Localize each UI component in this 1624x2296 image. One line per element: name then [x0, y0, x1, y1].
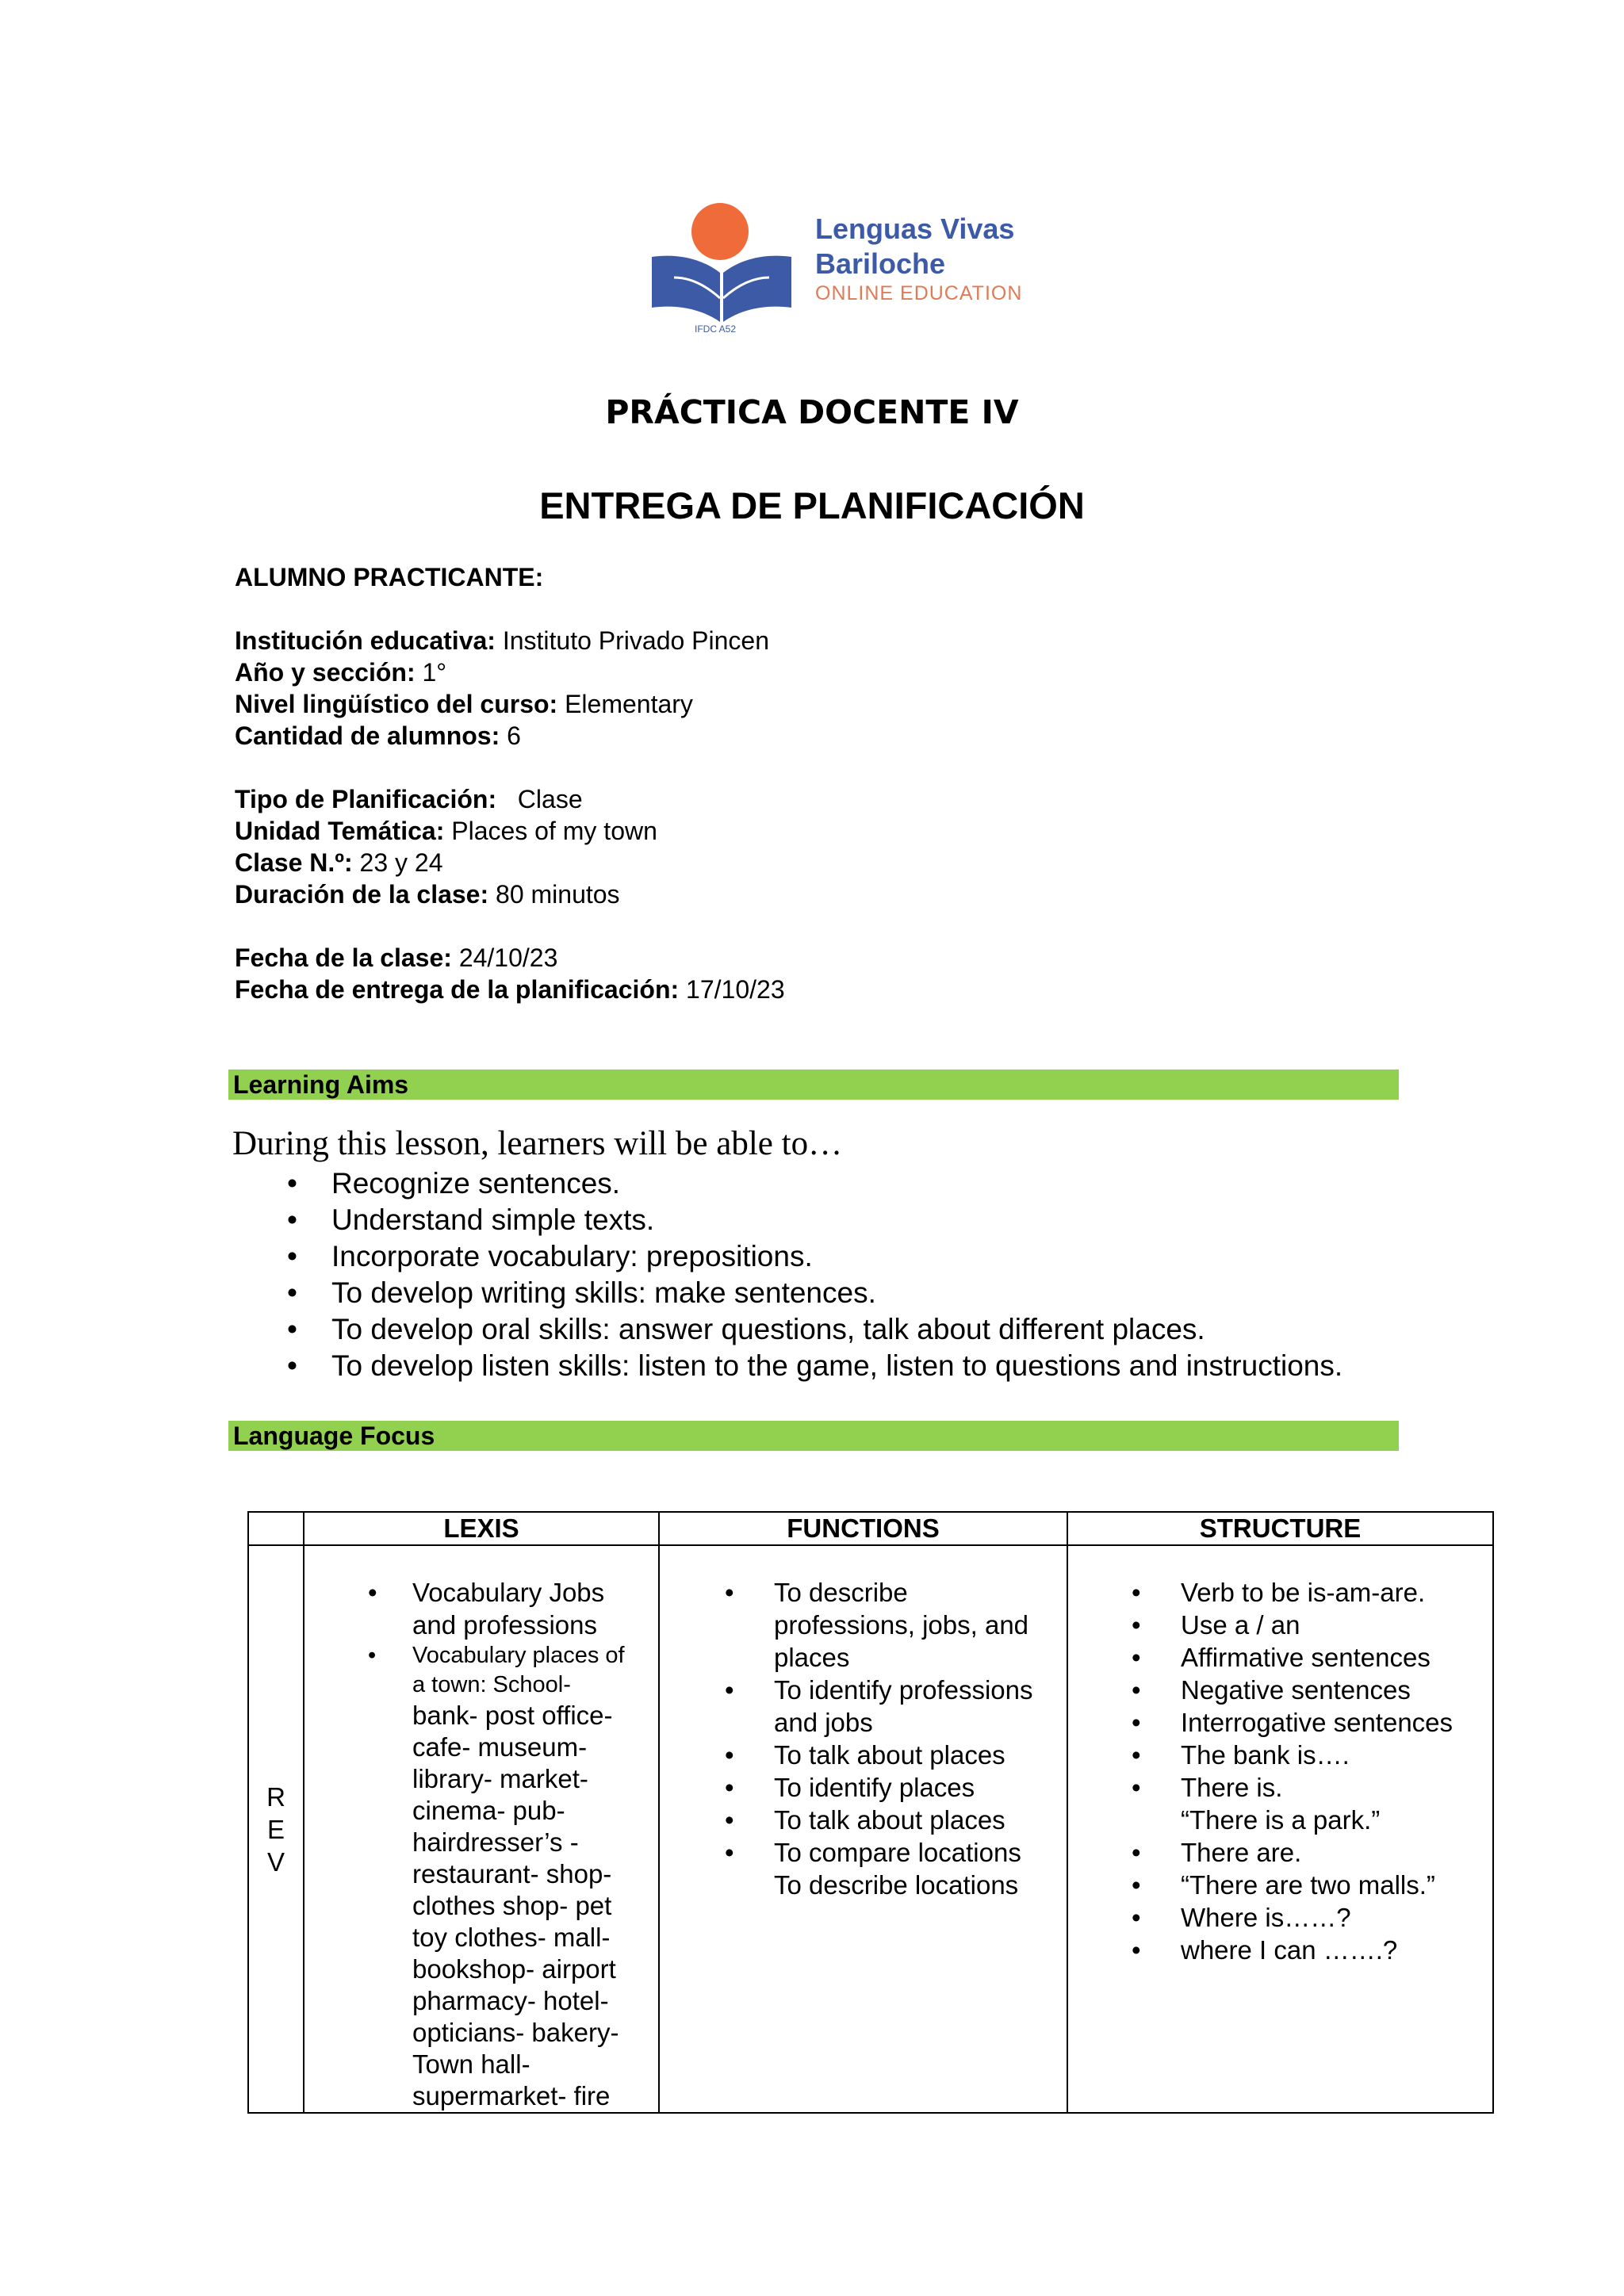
page-subtitle: ENTREGA DE PLANIFICACIÓN [539, 484, 1085, 526]
list-item: • To develop oral skills: answer questions, talk about different places. [228, 1311, 1342, 1348]
list-item: • Interrogative sentences [1068, 1706, 1484, 1739]
logo-name-line2: Bariloche [815, 247, 946, 280]
list-item: • There are. [1068, 1836, 1484, 1869]
detail-year-section: Año y sección: 1° [235, 658, 447, 687]
list-item: • To talk about places [660, 1739, 1051, 1771]
list-item: • To develop listen skills: listen to the game, listen to questions and instructions. [228, 1348, 1342, 1384]
learning-aims-list [228, 1165, 1342, 1384]
functions-list [660, 1546, 1067, 1869]
detail-delivery-date: Fecha de entrega de la planificación: 17/10/23 [235, 975, 785, 1004]
list-item: • To talk about places [660, 1804, 1051, 1836]
list-item: • Affirmative sentences [1068, 1641, 1484, 1674]
functions-cell [659, 1545, 1067, 2113]
detail-unit: Unidad Temática: Places of my town [235, 817, 657, 845]
detail-class-number: Clase N.º: 23 y 24 [235, 848, 443, 877]
list-item: • “There are two malls.” [1068, 1869, 1484, 1901]
list-item: • To identify professions and jobs [660, 1674, 1051, 1739]
logo-name-line1: Lenguas Vivas [815, 212, 1015, 245]
column-header-functions: FUNCTIONS [659, 1512, 1067, 1545]
lexis-places-continued: bank- post office- cafe- museum- library- market- cinema- pub- hairdresser’s - restaurant- shop- clothes shop- pet toy clothes- mall- bookshop- airport pharmacy- hotel- opticians- bakery- Town hall- supermarket- fire [412, 1701, 619, 2110]
detail-class-date: Fecha de la clase: 24/10/23 [235, 943, 558, 972]
detail-institution: Institución educativa: Instituto Privado Pincen [235, 626, 770, 655]
list-item: • Where is……? [1068, 1901, 1484, 1934]
logo-book-icon [650, 246, 793, 325]
lexis-cell [304, 1545, 659, 2113]
detail-duration: Duración de la clase: 80 minutos [235, 880, 620, 909]
list-item: • where I can …….? [1068, 1934, 1484, 1966]
list-item: • Incorporate vocabulary: prepositions. [228, 1238, 1342, 1275]
language-focus-table [247, 1511, 1494, 2114]
column-header-structure: STRUCTURE [1067, 1512, 1493, 1545]
list-item: • Vocabulary Jobs and professions [304, 1576, 634, 1641]
detail-level: Nivel lingüístico del curso: Elementary [235, 690, 693, 718]
functions-extra-line: To describe locations [774, 1870, 1019, 1900]
institution-logo [650, 198, 1031, 345]
list-item: • Vocabulary places of a town: School- [304, 1641, 634, 1700]
table-header-row [248, 1512, 1493, 1545]
list-item: • To describe professions, jobs, and places [660, 1576, 1051, 1674]
list-item: • Verb to be is-am-are. [1068, 1576, 1484, 1609]
student-label: ALUMNO PRACTICANTE: [235, 563, 544, 591]
lexis-list [304, 1546, 658, 1700]
page-title: PRÁCTICA DOCENTE IV [605, 393, 1019, 431]
table-row [248, 1545, 1493, 2113]
table-corner-cell [248, 1512, 304, 1545]
logo-code: IFDC A52 [695, 323, 737, 335]
list-item: • To compare locations [660, 1836, 1051, 1869]
list-item: • Negative sentences [1068, 1674, 1484, 1706]
structure-cell [1067, 1545, 1493, 2113]
learning-aims-intro: During this lesson, learners will be able to… [232, 1125, 843, 1162]
learning-aims-heading: Learning Aims [228, 1070, 1399, 1100]
language-focus-heading: Language Focus [228, 1421, 1399, 1451]
list-item: • There is. [1068, 1771, 1484, 1804]
structure-example: “There is a park.” [1181, 1805, 1381, 1835]
structure-list [1068, 1546, 1492, 1804]
list-item: • Use a / an [1068, 1609, 1484, 1641]
row-label-rev: R E V [248, 1545, 304, 2113]
list-item: • The bank is…. [1068, 1739, 1484, 1771]
detail-plan-type: Tipo de Planificación: Clase [235, 785, 583, 813]
list-item: • Recognize sentences. [228, 1165, 1342, 1202]
logo-tagline: ONLINE EDUCATION [815, 282, 1023, 304]
column-header-lexis: LEXIS [304, 1512, 659, 1545]
detail-student-count: Cantidad de alumnos: 6 [235, 721, 521, 750]
list-item: • To develop writing skills: make sentences. [228, 1275, 1342, 1311]
list-item: • To identify places [660, 1771, 1051, 1804]
list-item: • Understand simple texts. [228, 1202, 1342, 1238]
structure-list-continued [1068, 1836, 1492, 1966]
